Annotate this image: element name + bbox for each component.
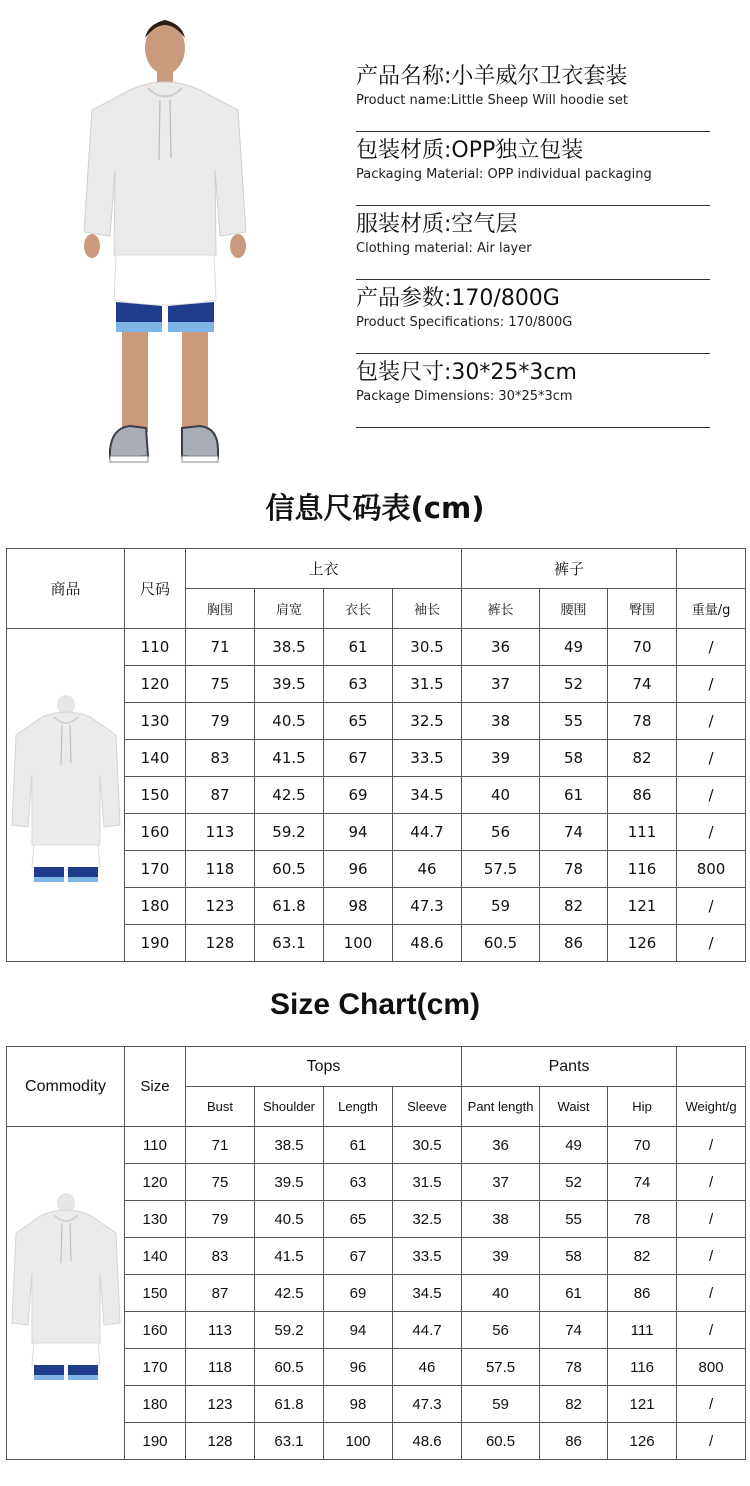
length-cell: 94 (324, 814, 393, 851)
pant-length-cell: 38 (462, 1201, 540, 1238)
waist-cell: 78 (540, 1349, 608, 1386)
length-cell: 67 (324, 740, 393, 777)
model-photo (70, 10, 260, 470)
weight-cell: / (677, 1423, 746, 1460)
pant-length-cell: 40 (462, 1275, 540, 1312)
header-sleeve: Sleeve (393, 1087, 462, 1127)
product-info-section (0, 0, 750, 480)
hip-cell: 86 (608, 777, 677, 814)
hip-cell: 121 (608, 888, 677, 925)
product-thumbnail (8, 1193, 124, 1393)
size-table-cn (6, 548, 746, 962)
hip-cell: 70 (608, 1127, 677, 1164)
length-cell: 94 (324, 1312, 393, 1349)
shoulder-cell: 63.1 (255, 925, 324, 962)
spec-label-en: Product name:Little Sheep Will hoodie set (356, 93, 628, 108)
bust-cell: 113 (186, 814, 255, 851)
length-cell: 63 (324, 666, 393, 703)
shoulder-cell: 40.5 (255, 1201, 324, 1238)
table-row (7, 629, 746, 666)
size-cell: 140 (125, 740, 186, 777)
waist-cell: 58 (540, 740, 608, 777)
sleeve-cell: 34.5 (393, 777, 462, 814)
header-length: 衣长 (324, 589, 393, 629)
waist-cell: 61 (540, 777, 608, 814)
bust-cell: 87 (186, 777, 255, 814)
bust-cell: 79 (186, 703, 255, 740)
shoulder-cell: 38.5 (255, 629, 324, 666)
bust-cell: 83 (186, 740, 255, 777)
size-cell: 130 (125, 703, 186, 740)
size-table-title-cn: 信息尺码表(cm) (265, 491, 485, 525)
length-cell: 69 (324, 777, 393, 814)
pant-length-cell: 36 (462, 629, 540, 666)
bust-cell: 118 (186, 851, 255, 888)
sleeve-cell: 48.6 (393, 925, 462, 962)
weight-cell: / (677, 777, 746, 814)
hip-cell: 111 (608, 1312, 677, 1349)
size-cell: 160 (125, 1312, 186, 1349)
sleeve-cell: 48.6 (393, 1423, 462, 1460)
weight-cell: / (677, 1312, 746, 1349)
hip-cell: 116 (608, 851, 677, 888)
hip-cell: 82 (608, 740, 677, 777)
size-cell: 120 (125, 1164, 186, 1201)
waist-cell: 82 (540, 1386, 608, 1423)
pant-length-cell: 39 (462, 1238, 540, 1275)
weight-cell: / (677, 740, 746, 777)
header-weight: Weight/g (677, 1087, 746, 1127)
hip-cell: 116 (608, 1349, 677, 1386)
spec-product-specifications (356, 280, 710, 354)
weight-cell: / (677, 666, 746, 703)
waist-cell: 86 (540, 925, 608, 962)
header-group-pants: Pants (462, 1047, 677, 1087)
shoulder-cell: 40.5 (255, 703, 324, 740)
size-cell: 150 (125, 1275, 186, 1312)
bust-cell: 75 (186, 666, 255, 703)
size-cell: 170 (125, 1349, 186, 1386)
length-cell: 65 (324, 1201, 393, 1238)
length-cell: 63 (324, 1164, 393, 1201)
sleeve-cell: 33.5 (393, 740, 462, 777)
waist-cell: 82 (540, 888, 608, 925)
waist-cell: 52 (540, 666, 608, 703)
spec-label-en: Packaging Material: OPP individual packaging (356, 167, 652, 182)
sleeve-cell: 47.3 (393, 888, 462, 925)
weight-cell: 800 (677, 851, 746, 888)
waist-cell: 55 (540, 703, 608, 740)
header-size: 尺码 (125, 549, 186, 629)
length-cell: 65 (324, 703, 393, 740)
bust-cell: 71 (186, 1127, 255, 1164)
bust-cell: 71 (186, 629, 255, 666)
spec-label-en: Product Specifications: 170/800G (356, 315, 573, 330)
hip-cell: 126 (608, 925, 677, 962)
waist-cell: 86 (540, 1423, 608, 1460)
length-cell: 98 (324, 1386, 393, 1423)
bust-cell: 75 (186, 1164, 255, 1201)
shoulder-cell: 38.5 (255, 1127, 324, 1164)
header-group-tops: 上衣 (186, 549, 462, 589)
sleeve-cell: 46 (393, 851, 462, 888)
weight-cell: / (677, 1201, 746, 1238)
length-cell: 96 (324, 1349, 393, 1386)
waist-cell: 58 (540, 1238, 608, 1275)
sleeve-cell: 34.5 (393, 1275, 462, 1312)
spec-label-en: Package Dimensions: 30*25*3cm (356, 389, 573, 404)
spec-packaging-material (356, 132, 710, 206)
shoulder-cell: 41.5 (255, 740, 324, 777)
hip-cell: 121 (608, 1386, 677, 1423)
sleeve-cell: 44.7 (393, 814, 462, 851)
length-cell: 96 (324, 851, 393, 888)
commodity-image-cell (7, 629, 125, 962)
header-weight: 重量/g (677, 589, 746, 629)
pant-length-cell: 57.5 (462, 851, 540, 888)
header-hip: Hip (608, 1087, 677, 1127)
header-shoulder: Shoulder (255, 1087, 324, 1127)
size-cell: 130 (125, 1201, 186, 1238)
pant-length-cell: 57.5 (462, 1349, 540, 1386)
shoulder-cell: 61.8 (255, 888, 324, 925)
header-blank (677, 549, 746, 589)
bust-cell: 123 (186, 1386, 255, 1423)
hip-cell: 74 (608, 666, 677, 703)
spec-package-dimensions (356, 354, 710, 428)
header-waist: Waist (540, 1087, 608, 1127)
bust-cell: 87 (186, 1275, 255, 1312)
bust-cell: 128 (186, 925, 255, 962)
waist-cell: 61 (540, 1275, 608, 1312)
length-cell: 61 (324, 1127, 393, 1164)
hip-cell: 86 (608, 1275, 677, 1312)
pant-length-cell: 39 (462, 740, 540, 777)
size-table-en (6, 1046, 746, 1460)
weight-cell: 800 (677, 1349, 746, 1386)
spec-product-name (356, 58, 710, 132)
pant-length-cell: 59 (462, 888, 540, 925)
sleeve-cell: 31.5 (393, 666, 462, 703)
header-bust: 胸围 (186, 589, 255, 629)
size-rows-cn (7, 629, 746, 962)
sleeve-cell: 32.5 (393, 1201, 462, 1238)
waist-cell: 78 (540, 851, 608, 888)
hip-cell: 82 (608, 1238, 677, 1275)
sleeve-cell: 33.5 (393, 1238, 462, 1275)
header-pant-length: 裤长 (462, 589, 540, 629)
bust-cell: 113 (186, 1312, 255, 1349)
spec-label-cn: 产品名称:小羊威尔卫衣套装 (356, 64, 628, 89)
size-cell: 110 (125, 1127, 186, 1164)
header-commodity: Commodity (7, 1047, 125, 1127)
waist-cell: 49 (540, 629, 608, 666)
sleeve-cell: 47.3 (393, 1386, 462, 1423)
shoulder-cell: 60.5 (255, 851, 324, 888)
header-shoulder: 肩宽 (255, 589, 324, 629)
bust-cell: 118 (186, 1349, 255, 1386)
pant-length-cell: 59 (462, 1386, 540, 1423)
sleeve-cell: 30.5 (393, 1127, 462, 1164)
weight-cell: / (677, 925, 746, 962)
size-cell: 110 (125, 629, 186, 666)
shoulder-cell: 59.2 (255, 1312, 324, 1349)
weight-cell: / (677, 629, 746, 666)
shoulder-cell: 60.5 (255, 1349, 324, 1386)
size-cell: 180 (125, 888, 186, 925)
size-cell: 150 (125, 777, 186, 814)
header-blank (677, 1047, 746, 1087)
shoulder-cell: 61.8 (255, 1386, 324, 1423)
length-cell: 69 (324, 1275, 393, 1312)
length-cell: 98 (324, 888, 393, 925)
hip-cell: 111 (608, 814, 677, 851)
weight-cell: / (677, 888, 746, 925)
commodity-image-cell (7, 1127, 125, 1460)
product-thumbnail (8, 695, 124, 895)
pant-length-cell: 37 (462, 666, 540, 703)
size-cell: 120 (125, 666, 186, 703)
spec-label-cn: 产品参数:170/800G (356, 286, 560, 311)
size-cell: 160 (125, 814, 186, 851)
pant-length-cell: 60.5 (462, 925, 540, 962)
header-length: Length (324, 1087, 393, 1127)
table-row (7, 1127, 746, 1164)
spec-label-cn: 包装材质:OPP独立包装 (356, 138, 584, 163)
sleeve-cell: 46 (393, 1349, 462, 1386)
header-pant-length: Pant length (462, 1087, 540, 1127)
waist-cell: 49 (540, 1127, 608, 1164)
pant-length-cell: 56 (462, 814, 540, 851)
pant-length-cell: 38 (462, 703, 540, 740)
shoulder-cell: 42.5 (255, 1275, 324, 1312)
pant-length-cell: 36 (462, 1127, 540, 1164)
header-size: Size (125, 1047, 186, 1127)
shoulder-cell: 42.5 (255, 777, 324, 814)
pant-length-cell: 40 (462, 777, 540, 814)
shoulder-cell: 59.2 (255, 814, 324, 851)
weight-cell: / (677, 1275, 746, 1312)
weight-cell: / (677, 703, 746, 740)
weight-cell: / (677, 1164, 746, 1201)
size-table-title-en: Size Chart(cm) (269, 988, 481, 1021)
sleeve-cell: 32.5 (393, 703, 462, 740)
weight-cell: / (677, 1386, 746, 1423)
pant-length-cell: 56 (462, 1312, 540, 1349)
sleeve-cell: 31.5 (393, 1164, 462, 1201)
header-waist: 腰围 (540, 589, 608, 629)
shoulder-cell: 41.5 (255, 1238, 324, 1275)
weight-cell: / (677, 1238, 746, 1275)
size-cell: 190 (125, 925, 186, 962)
header-commodity: 商品 (7, 549, 125, 629)
length-cell: 100 (324, 1423, 393, 1460)
header-group-pants: 裤子 (462, 549, 677, 589)
waist-cell: 52 (540, 1164, 608, 1201)
spec-list (356, 58, 710, 428)
pant-length-cell: 37 (462, 1164, 540, 1201)
header-sleeve: 袖长 (393, 589, 462, 629)
size-cell: 170 (125, 851, 186, 888)
bust-cell: 79 (186, 1201, 255, 1238)
waist-cell: 74 (540, 1312, 608, 1349)
hip-cell: 78 (608, 703, 677, 740)
hip-cell: 126 (608, 1423, 677, 1460)
bust-cell: 83 (186, 1238, 255, 1275)
header-hip: 臀围 (608, 589, 677, 629)
spec-label-cn: 包装尺寸:30*25*3cm (356, 360, 577, 385)
bust-cell: 123 (186, 888, 255, 925)
spec-label-en: Clothing material: Air layer (356, 241, 532, 256)
hip-cell: 74 (608, 1164, 677, 1201)
shoulder-cell: 63.1 (255, 1423, 324, 1460)
size-cell: 180 (125, 1386, 186, 1423)
length-cell: 67 (324, 1238, 393, 1275)
size-cell: 190 (125, 1423, 186, 1460)
hip-cell: 78 (608, 1201, 677, 1238)
hip-cell: 70 (608, 629, 677, 666)
pant-length-cell: 60.5 (462, 1423, 540, 1460)
weight-cell: / (677, 1127, 746, 1164)
header-bust: Bust (186, 1087, 255, 1127)
shoulder-cell: 39.5 (255, 666, 324, 703)
size-cell: 140 (125, 1238, 186, 1275)
spec-label-cn: 服装材质:空气层 (356, 212, 518, 237)
length-cell: 61 (324, 629, 393, 666)
spec-clothing-material (356, 206, 710, 280)
header-group-tops: Tops (186, 1047, 462, 1087)
waist-cell: 74 (540, 814, 608, 851)
bust-cell: 128 (186, 1423, 255, 1460)
shoulder-cell: 39.5 (255, 1164, 324, 1201)
weight-cell: / (677, 814, 746, 851)
waist-cell: 55 (540, 1201, 608, 1238)
sleeve-cell: 30.5 (393, 629, 462, 666)
sleeve-cell: 44.7 (393, 1312, 462, 1349)
size-rows-en (7, 1127, 746, 1460)
length-cell: 100 (324, 925, 393, 962)
